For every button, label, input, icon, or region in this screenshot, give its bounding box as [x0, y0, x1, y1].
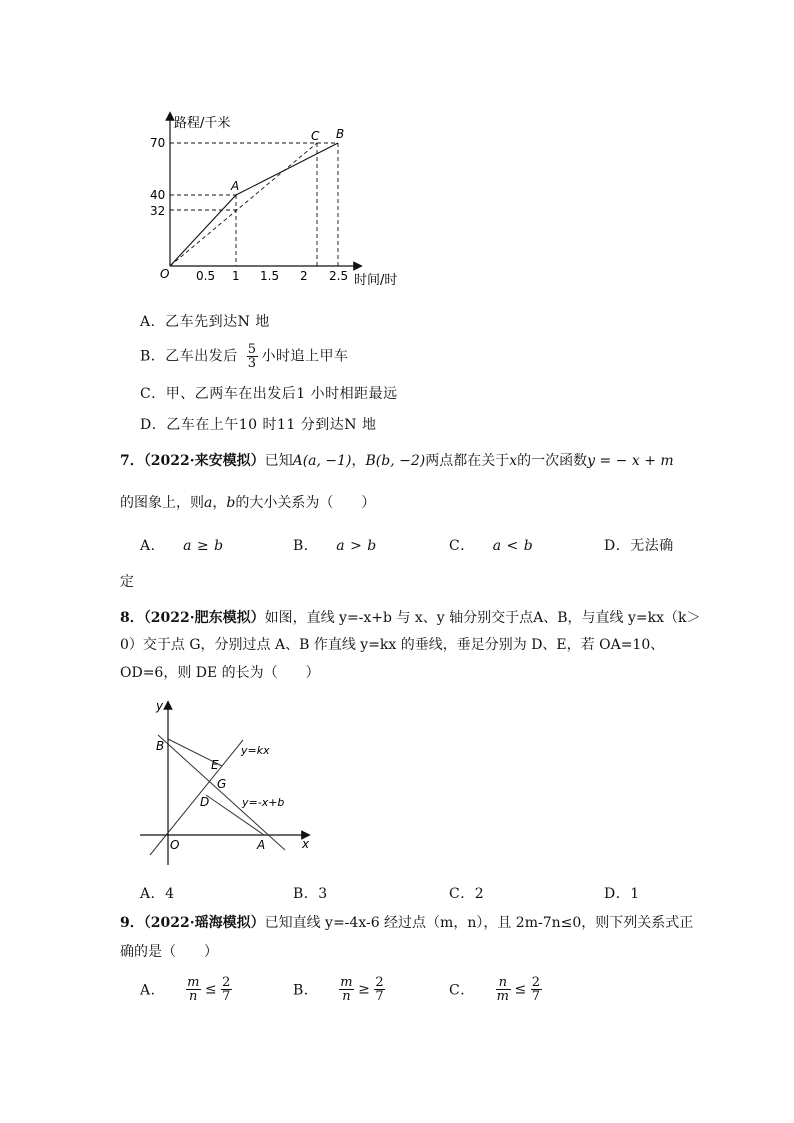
- q6-option-b-fraction: $\frac{5}{3}$: [247, 342, 257, 371]
- q8-option-b[interactable]: B．3: [293, 886, 328, 902]
- distance-time-graph: [140, 108, 420, 298]
- q6-option-c[interactable]: C．甲、乙两车在出发后1 小时相距最远: [140, 386, 398, 402]
- y-axis-label: 路程/千米: [174, 116, 231, 131]
- x-axis-label: 时间/时: [354, 273, 398, 288]
- q7-option-d[interactable]: D．无法确: [604, 538, 674, 554]
- y-tick-32: 32: [150, 204, 166, 218]
- x-tick-0.5: 0.5: [196, 269, 216, 283]
- point-B-label: B: [336, 127, 345, 141]
- line-OC: [170, 143, 317, 266]
- label-y-neg-x-b: y=-x+b: [242, 796, 285, 809]
- q8-option-c[interactable]: C．2: [449, 886, 485, 902]
- q7-option-a[interactable]: A． a ≥ b: [140, 538, 224, 554]
- label-y-kx: y=kx: [241, 744, 270, 757]
- line-OAB: [170, 143, 338, 266]
- q9-stem-line2: 确的是（ ）: [120, 944, 218, 960]
- origin-label: O: [160, 267, 170, 281]
- point-C-label: C: [311, 129, 320, 143]
- q7-option-b[interactable]: B． a > b: [293, 538, 377, 554]
- q6-option-a[interactable]: A．乙车先到达N 地: [140, 314, 270, 330]
- q9-stem-line1: 9．（2022·瑶海模拟）已知直线 y=-4x-6 经过点（m，n），且 2m-7n≤0，则下列关系式正: [120, 915, 694, 931]
- q8-option-a[interactable]: A．4: [140, 886, 175, 902]
- label-E: E: [211, 758, 219, 772]
- y-tick-40: 40: [150, 188, 166, 202]
- q7-option-d-continued: 定: [120, 574, 135, 590]
- point-A-label: A: [231, 179, 240, 193]
- q9-option-c[interactable]: C． $\frac{n}{m}$ ≤ $\frac{2}{7}$: [449, 975, 541, 1004]
- label-O: O: [170, 838, 180, 852]
- q7-stem-line2: 的图象上，则a，b的大小关系为（ ）: [120, 495, 376, 511]
- q7-option-c[interactable]: C． a < b: [449, 538, 534, 554]
- q9-option-a[interactable]: A． $\frac{m}{n}$ ≤ $\frac{2}{7}$: [140, 975, 231, 1004]
- q8-stem-line2: 0）交于点 G，分别过点 A、B 作直线 y=kx 的垂线，垂足分别为 D、E，若 OA=10、: [120, 637, 665, 653]
- label-x: x: [302, 837, 310, 851]
- x-tick-2: 2: [300, 269, 308, 283]
- q6-option-b[interactable]: [140, 343, 349, 370]
- q8-stem-line3: OD=6，则 DE 的长为（ ）: [120, 665, 320, 681]
- q6-option-b-suffix: 小时追上甲车: [261, 348, 349, 365]
- q7-stem-line1: 7．（2022·来安模拟）已知A(a, −1)，B(b, −2)两点都在关于x的一次函数y = − x + m: [120, 453, 674, 469]
- q8-stem-line1: 8．（2022·肥东模拟）如图，直线 y=-x+b 与 x、y 轴分别交于点A、B，与直线 y=kx（k＞: [120, 610, 701, 626]
- x-tick-1: 1: [232, 269, 240, 283]
- label-y: y: [156, 699, 164, 713]
- x-tick-1.5: 1.5: [260, 269, 280, 283]
- label-D: D: [200, 795, 210, 809]
- line-y-kx: [150, 740, 243, 855]
- line-intersection-graph: [140, 695, 320, 865]
- label-G: G: [217, 777, 227, 791]
- x-tick-2.5: 2.5: [329, 269, 349, 283]
- y-tick-70: 70: [150, 136, 166, 150]
- label-A: A: [257, 838, 266, 852]
- q6-option-d[interactable]: D．乙车在上午10 时11 分到达N 地: [140, 417, 377, 433]
- q8-option-d[interactable]: D．1: [604, 886, 640, 902]
- q9-option-b[interactable]: B． $\frac{m}{n}$ ≥ $\frac{2}{7}$: [293, 975, 385, 1004]
- label-B: B: [156, 739, 165, 753]
- q6-option-b-prefix: B．乙车出发后: [140, 348, 238, 365]
